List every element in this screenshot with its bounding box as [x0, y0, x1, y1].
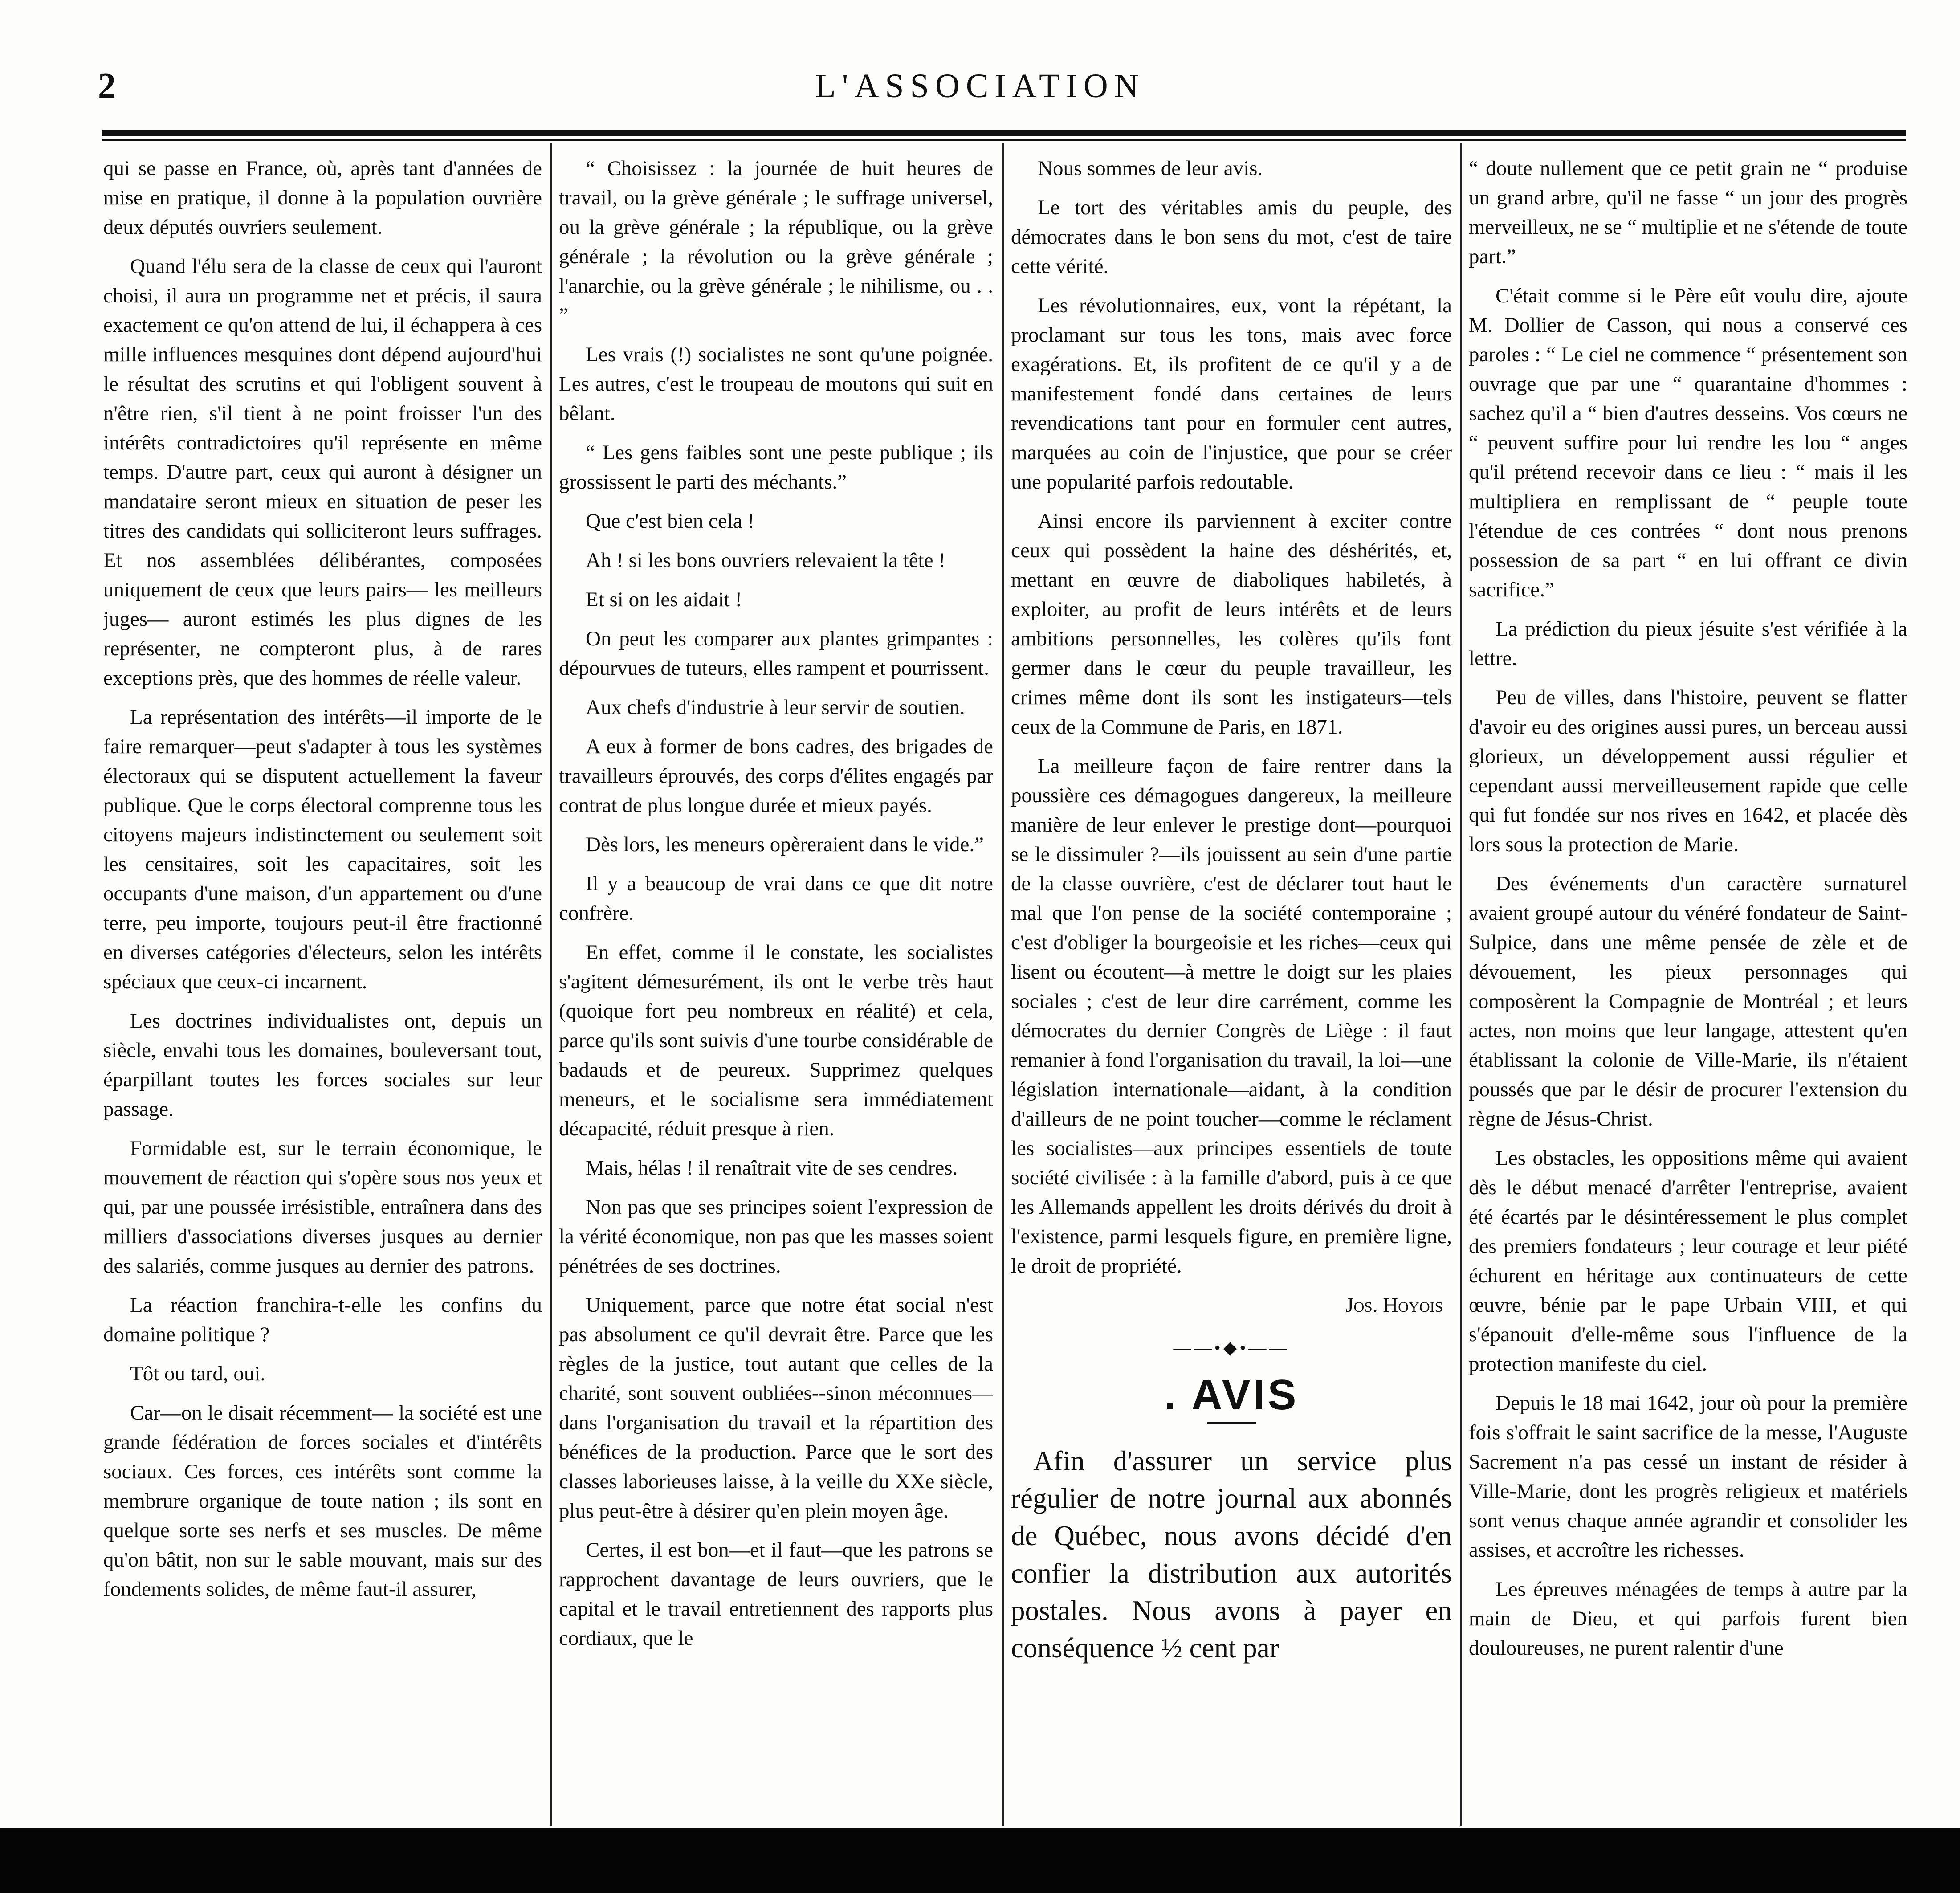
avis-body: Afin d'assurer un service plus régulier de notre journal aux abonnés de Québec, nous avons décidé d'en confier la distribution aux autorités postales. Nous avons à payer en conséquence ½ cent par	[1011, 1445, 1452, 1664]
paragraph: “ Choisissez : la journée de huit heures de travail, ou la grève générale ; le suffrage universel, ou la grève générale ; la république, ou la grève générale ; la révolution ou la grève générale ; l'anarchie, ou la grève générale ; le nihilisme, ou . . ”	[559, 157, 993, 327]
paragraph: qui se passe en France, où, après tant d'années de mise en pratique, il donne à la population ouvrière deux députés ouvriers seulement.	[103, 157, 542, 239]
paragraph: Peu de villes, dans l'histoire, peuvent se flatter d'avoir eu des origines aussi pures, un berceau aussi glorieux, un développement aussi régulier et cependant aussi merveilleusement rapide que celle qui fut fondée sur nos rives en 1642, et placée dès lors sous la protection de Marie.	[1469, 686, 1907, 856]
paragraph: Tôt ou tard, oui.	[130, 1362, 266, 1385]
paragraph: Uniquement, parce que notre état social n'est pas absolument ce qu'il devrait être. Parce que les règles de la justice, tout autant que celles de la charité, sont souvent oubliées--sinon méconnues—dans l'organisation du travail et la répartition des bénéfices de la production. Parce que le sort des classes laborieuses laisse, à la veille du XXe siècle, plus peut-être à désirer qu'en plein moyen âge.	[559, 1293, 993, 1522]
author-signature: Jos. Hoyois	[1345, 1293, 1443, 1317]
avis-underline	[1207, 1422, 1256, 1424]
paragraph: Que c'est bien cela !	[586, 510, 755, 533]
paragraph: Le tort des véritables amis du peuple, des démocrates dans le bon sens du mot, c'est de taire cette vérité.	[1011, 196, 1452, 278]
paragraph: Mais, hélas ! il renaîtrait vite de ses cendres.	[586, 1156, 958, 1179]
paragraph: On peut les comparer aux plantes grimpantes : dépourvues de tuteurs, elles rampent et pourrissent.	[559, 627, 993, 680]
scan-bottom-band	[0, 1828, 1960, 1893]
paragraph: Les révolutionnaires, eux, vont la répétant, la proclamant sur tous les tons, mais avec force exagérations. Et, ils profitent de ce qu'il y a de manifestement fondé dans certaines de leurs revendications tant pour en formuler cent autres, marquées au coin de l'injustice, que pour se créer une popularité parfois redoutable.	[1011, 294, 1452, 494]
paragraph: “ doute nullement que ce petit grain ne “ produise un grand arbre, qu'il ne fasse “ un jour des progrès merveilleux, ne se “ multiplie et ne s'étende de toute part.”	[1469, 157, 1907, 268]
column-1	[103, 154, 542, 1815]
paragraph: Les vrais (!) socialistes ne sont qu'une poignée. Les autres, c'est le troupeau de moutons qui suit en bêlant.	[559, 343, 993, 425]
paragraph: “ Les gens faibles sont une peste publique ; ils grossissent le parti des méchants.”	[559, 441, 993, 494]
paragraph: Les doctrines individualistes ont, depuis un siècle, envahi tous les domaines, bouleversant tout, éparpillant toutes les forces sociales sur leur passage.	[103, 1009, 542, 1121]
masthead-title: L'ASSOCIATION	[815, 67, 1145, 105]
paragraph: Les obstacles, les oppositions même qui avaient dès le début menacé d'arrêter l'entreprise, avaient été écartés par le désintéressement le plus complet des premiers fondateurs ; leur courage et leur piété échurent en héritage aux continuateurs de cette œuvre, bénie par le pape Urbain VIII, et qui s'épanouit d'elle-même sous l'influence de la protection manifeste du ciel.	[1469, 1146, 1907, 1375]
column-3	[1011, 154, 1452, 1815]
paragraph: Dès lors, les meneurs opèreraient dans le vide.”	[586, 833, 984, 856]
column-divider	[1460, 143, 1462, 1826]
paragraph: En effet, comme il le constate, les socialistes s'agitent démesurément, ils ont le verbe très haut (quoique fort peu nombreux en réalité) et cela, parce qu'ils sont suivis d'une tourbe considérable de badauds et de peureux. Supprimez quelques meneurs, et le socialisme sera immédiatement décapacité, réduit presque à rien.	[559, 941, 993, 1140]
paragraph: Formidable est, sur le terrain économique, le mouvement de réaction qui s'opère sous nos yeux et qui, par une poussée irrésistible, entraînera dans des milliers d'associations diverses jusques au dernier des salariés, comme jusques au dernier des patrons.	[103, 1137, 542, 1277]
paragraph: C'était comme si le Père eût voulu dire, ajoute M. Dollier de Casson, qui nous a conservé ces paroles : “ Le ciel ne commence “ présentement son ouvrage que par une “ quarantaine d'hommes : sachez qu'il a “ bien d'autres desseins. Vos cœurs ne “ peuvent suffire pour lui rendre les lou “ anges qu'il prétend recevoir dans ce lieu : “ mais il les multipliera en remplissant de “ peuple toute l'étendue de ces contrées “ dont nous prenons possession de sa part “ en lui offrant ce divin sacrifice.”	[1469, 284, 1907, 601]
header-rule-thick	[102, 130, 1906, 136]
paragraph: La meilleure façon de faire rentrer dans la poussière ces démagogues dangereux, la meilleure manière de leur enlever le prestige dont—pourquoi se le dissimuler ?—ils jouissent au sein d'une partie de la classe ouvrière, c'est de déclarer tout haut le mal que l'on pense de la société contemporaine ; c'est d'obliger la bourgeoisie et les riches—ceux qui lisent ou écoutent—à mettre le doigt sur les plaies sociales ; c'est de leur dire carrément, comme les démocrates du dernier Congrès de Liège : il faut remanier à fond l'organisation du travail, la loi—une législation internationale—aidant, à la condition d'ailleurs de ne point toucher—comme le réclament les socialistes—aux principes essentiels de toute société civilisée : à la famille d'abord, puis à ce que les Allemands appellent les droits dérivés du droit à l'existence, parmi lesquels figure, en première ligne, le droit de propriété.	[1011, 755, 1452, 1277]
paragraph: La réaction franchira-t-elle les confins du domaine politique ?	[103, 1293, 542, 1346]
paragraph: Car—on le disait récemment— la société est une grande fédération de forces sociales et d'intérêts sociaux. Ces forces, ces intérêts sont comme la membrure organique de toute nation ; ils sont en quelque sorte ses nerfs et ses muscles. De même qu'on bâtit, non sur le sable mouvant, mais sur des fondements solides, de même faut-il assurer,	[103, 1401, 542, 1601]
paragraph: Des événements d'un caractère surnaturel avaient groupé autour du vénéré fondateur de Saint-Sulpice, dans une même pensée de zèle et de dévouement, les pieux personnages qui composèrent la Compagnie de Montréal ; et leurs actes, non moins que leur langage, attestent qu'en établissant la colonie de Ville-Marie, ils n'étaient poussés que par le désir de procurer l'extension du règne de Jésus-Christ.	[1469, 872, 1907, 1130]
paragraph: Il y a beaucoup de vrai dans ce que dit notre confrère.	[559, 872, 993, 925]
section-ornament: ——•◆•——	[1173, 1338, 1290, 1358]
paragraph: La représentation des intérêts—il importe de le faire remarquer—peut s'adapter à tous les systèmes électoraux qui se disputent actuellement la faveur publique. Que le corps électoral comprenne tous les citoyens majeurs indistinctement ou seulement soit les censitaires, soit les capacitaires, soit les occupants d'une maison, d'un appartement ou d'une terre, peu importe, toujours peut-il être fractionné en diverses catégories d'électeurs, selon les intérêts spéciaux que ceux-ci incarnent.	[103, 706, 542, 993]
paragraph: Nous sommes de leur avis.	[1038, 157, 1263, 180]
avis-heading: . AVIS	[1164, 1371, 1299, 1419]
paragraph: Les épreuves ménagées de temps à autre par la main de Dieu, et qui parfois furent bien douloureuses, ne purent ralentir d'une	[1469, 1578, 1907, 1660]
paragraph: Depuis le 18 mai 1642, jour où pour la première fois s'offrait le saint sacrifice de la messe, l'Auguste Sacrement n'a pas cessé un instant de résider à Ville-Marie, dont les progrès religieux et matériels sont venus chaque année agrandir et consolider les assises, et accroître les richesses.	[1469, 1391, 1907, 1562]
paragraph: La prédiction du pieux jésuite s'est vérifiée à la lettre.	[1469, 617, 1907, 670]
column-2	[559, 154, 993, 1815]
paragraph: Ah ! si les bons ouvriers relevaient la tête !	[586, 549, 945, 572]
paragraph: Non pas que ses principes soient l'expression de la vérité économique, non pas que les masses soient pénétrées de ses doctrines.	[559, 1195, 993, 1277]
paragraph: Quand l'élu sera de la classe de ceux qui l'auront choisi, il aura un programme net et précis, il saura exactement ce qu'on attend de lui, il échappera à ces mille influences mesquines dont dépend aujourd'hui le résultat des scrutins et qui l'obligent souvent à n'être rien, s'il tient à ne point froisser l'un des intérêts contradictoires qu'il représente en même temps. D'autre part, ceux qui auront à désigner un mandataire seront mieux en situation de peser les titres des candidats qui solliciteront leurs suffrages. Et nos assemblées délibérantes, composées uniquement de ceux que leurs pairs— les meilleurs juges— auront estimés les plus dignes de les représenter, ne compteront plus, à de rares exceptions près, que des hommes de réelle valeur.	[103, 255, 542, 689]
page-number: 2	[98, 66, 116, 106]
column-divider	[550, 143, 552, 1826]
column-4	[1469, 154, 1907, 1815]
paragraph: A eux à former de bons cadres, des brigades de travailleurs éprouvés, des corps d'élites engagés par contrat de plus longue durée et mieux payés.	[559, 735, 993, 817]
paragraph: Aux chefs d'industrie à leur servir de soutien.	[586, 696, 965, 719]
paragraph: Ainsi encore ils parviennent à exciter contre ceux qui possèdent la haine des déshérités, et, mettant en œuvre de diaboliques habiletés, à exploiter, au profit de leurs intérêts et de leurs ambitions personnelles, les colères qu'ils font germer dans le cœur du peuple travailleur, les crimes même dont ils sont les instigateurs—tels ceux de la Commune de Paris, en 1871.	[1011, 510, 1452, 738]
paragraph: Certes, il est bon—et il faut—que les patrons se rapprochent davantage de leurs ouvriers, que le capital et le travail entretiennent des rapports plus cordiaux, que le	[559, 1538, 993, 1650]
header-rule-thin	[102, 139, 1906, 141]
paragraph: Et si on les aidait !	[586, 588, 742, 611]
column-divider	[1002, 143, 1004, 1826]
